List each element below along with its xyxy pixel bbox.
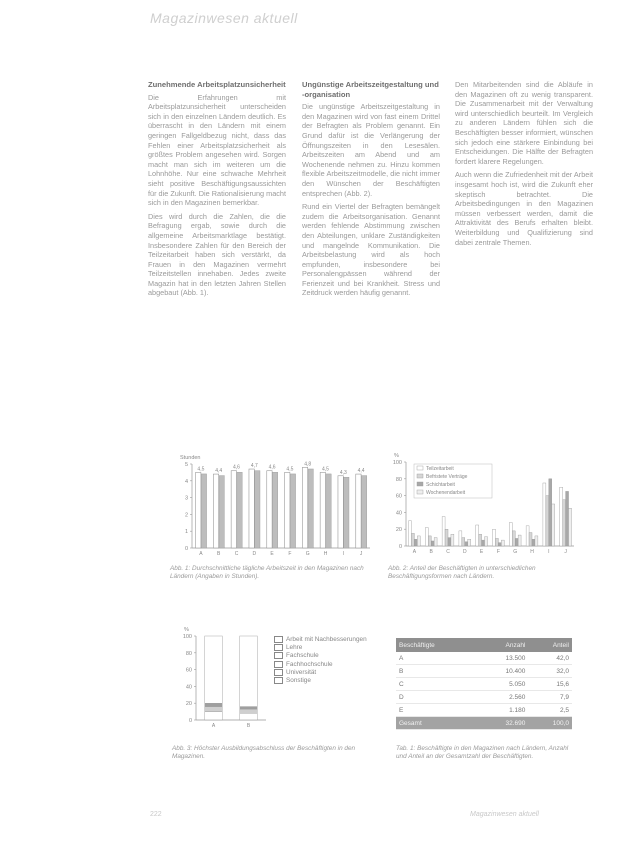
y-tick-label: 40: [395, 510, 402, 517]
paragraph: Auch wenn die Zufriedenheit mit der Arbeit insgesamt hoch ist, wird die Zukunft eher skeptisch betrachtet. Die Arbeitsbedingungen in den Magazinen müssen verbessert werden, damit die Attraktivität des Berufs erhalten bleibt. Weiterbildung und Qualifizierung sind dabei zentrale Themen.: [455, 170, 593, 247]
figure-2-chart: [384, 452, 579, 562]
x-tick-label: G: [513, 549, 518, 555]
bar: [512, 531, 515, 546]
bar: [451, 534, 454, 546]
bar: [356, 474, 361, 548]
paragraph: Den Mitarbeitenden sind die Abläufe in den Magazinen oft zu wenig transparent. Die Zusammenarbeit mit der Verwaltung wird unterschiedlich beurteilt. Im Vergleich zu anderen Ländern fühlen sich die Beschäftigten besser informiert, wünschen sich jedoch eine stärkere Einbindung bei Entscheidungen. Die Hälfte der Befragten fordert klarere Regelungen.: [455, 80, 593, 166]
legend-entry: [274, 669, 384, 677]
bar: [442, 517, 445, 546]
bar-shadow: [255, 471, 260, 548]
y-tick-label: 5: [184, 462, 188, 468]
x-tick-label: D: [462, 549, 467, 555]
bar: [462, 538, 465, 546]
x-tick-label: A: [412, 549, 417, 555]
bar: [535, 536, 538, 546]
data-label: 4,5: [286, 466, 294, 473]
table-cell: 42,0: [528, 652, 572, 665]
data-label: 4,8: [304, 461, 312, 468]
legend-entry: Wochenendarbeit: [426, 490, 466, 496]
figure-3-caption: Abb. 3: Höchster Ausbildungsabschluss der Beschäftigten in den Magazinen.: [172, 745, 356, 761]
data-label: 4,5: [197, 466, 205, 473]
bar: [468, 539, 471, 546]
bar: [285, 472, 290, 548]
y-tick-label: 0: [398, 544, 402, 550]
y-tick-label: 60: [395, 493, 402, 500]
y-tick-label: 40: [185, 684, 192, 691]
bar: [515, 538, 518, 546]
legend-entry: [274, 661, 384, 669]
x-tick-label: J: [359, 551, 363, 557]
legend-label: Fachschule: [286, 652, 319, 660]
legend-swatch: [417, 466, 423, 470]
x-tick-label: H: [323, 551, 328, 557]
table-cell: 32.690: [478, 717, 529, 730]
bar: [249, 469, 254, 548]
bar: [479, 534, 482, 546]
table-header-row: [396, 638, 572, 652]
bar-shadow: [201, 474, 206, 548]
legend-label: Universität: [286, 668, 317, 676]
table-header: Anzahl: [478, 638, 529, 652]
table-row: [396, 665, 572, 678]
bar: [338, 476, 343, 548]
table-cell: E: [396, 704, 478, 717]
bar-segment: [205, 703, 223, 706]
bar-segment: [205, 707, 223, 712]
bar: [529, 533, 532, 546]
data-label: 4,6: [233, 464, 240, 471]
bar-shadow: [237, 472, 242, 548]
paragraph: Die ungünstige Arbeitszeitgestaltung in den Magazinen wird von fast einem Drittel der Befragten als Problem genannt. Ein Grund dafür ist die Verlängerung der Öffnungszeiten in den Lesesälen. Arbeitszeiten am Abend und am Wochenende nehmen zu. Hinzu kommen flexible Arbeitszeitmodelle, die nicht immer den Wünschen der Beschäftigten entsprechen (Abb. 2).: [302, 102, 440, 198]
paragraph: Die Erfahrungen mit Arbeitsplatzunsicherheit unterscheiden sich in den einzelnen Ländern deutlich. Es überrascht in den Ländern mit einem geringen Fallgeldbezug nicht, dass das Fehlen einer Arbeitsplatzsicherheit als größtes Problem angesehen wird. Sorgen macht man sich im weiteren um die Lohnhöhe. Nur eine schwache Mehrheit sieht positive Beschäftigungsaussichten für die Zukunft. Die Rationalisierung macht sich in den Magazinen bemerkbar.: [148, 92, 286, 208]
table-caption: Tab. 1: Beschäftigte in den Magazinen nach Ländern, Anzahl und Anteil an der Gesamtzahl der Beschäftigten.: [396, 745, 569, 761]
y-tick-label: 80: [185, 650, 192, 657]
bar-shadow: [361, 476, 366, 548]
table-cell: 15,6: [528, 678, 572, 691]
bar-shadow: [219, 476, 224, 548]
bar: [409, 521, 412, 546]
bar: [414, 539, 417, 546]
table-cell: 32,0: [528, 665, 572, 678]
bar-chart-2: [384, 452, 579, 562]
data-label: 4,7: [250, 463, 258, 470]
table-cell: 10.400: [478, 665, 529, 678]
bar: [231, 471, 236, 548]
table-row: [396, 678, 572, 691]
bar: [459, 531, 462, 546]
bar: [425, 528, 428, 546]
x-tick-label: I: [342, 551, 344, 557]
x-tick-label: B: [217, 551, 221, 557]
legend-entry: [274, 652, 384, 660]
bar: [566, 491, 569, 546]
y-tick-label: 3: [184, 495, 188, 502]
bar: [518, 535, 521, 546]
table-cell: A: [396, 652, 478, 665]
y-axis-label: %: [184, 627, 189, 633]
figure-1-caption: Abb. 1: Durchschnittliche tägliche Arbeitszeit in den Magazinen nach Ländern (Angaben in Stunden).: [170, 565, 364, 581]
x-tick-label: F: [496, 549, 500, 555]
y-axis-label: Stunden: [180, 455, 201, 461]
bar: [267, 471, 272, 548]
data-label: 4,5: [322, 466, 329, 473]
bar: [431, 541, 434, 546]
paragraph: Rund ein Viertel der Befragten bemängelt zudem die Arbeitsorganisation. Genannt werden fehlende Abstimmung zwischen den Abteilungen, unklare Zuständigkeiten und mangelnde Kommunikation. Die Arbeitsbelastung wird als hoch empfunden, insbesondere bei Personalengpässen während der Ferienzeit und bei Krankheit. Stress und Zeitdruck werden häufig genannt.: [302, 202, 440, 298]
table-cell: D: [396, 691, 478, 704]
bar: [196, 472, 201, 548]
paragraph: Dies wird durch die Zahlen, die die Befragung ergab, sowie durch die allgemeine Arbeitsmarktlage bestätigt. Insbesondere Zahlen für den Bereich der Teilzeitarbeit haben sich verstärkt, da Frauen in den Magazinen vermehrt Teilzeitstellen innehaben. Jedes zweite Magazin hat in den letzten Jahren Stellen abgebaut (Abb. 1).: [148, 211, 286, 298]
data-label: 4,3: [339, 469, 347, 476]
bar: [213, 474, 218, 548]
bar: [485, 537, 488, 546]
legend-label: Lehre: [286, 644, 303, 652]
x-tick-label: H: [530, 549, 534, 555]
data-label: 4,4: [357, 468, 365, 475]
legend-swatch: [417, 482, 423, 486]
legend-entry: Befristete Verträge: [426, 474, 468, 480]
data-label: 4,6: [268, 464, 276, 471]
legend-entry: Schichtarbeit: [426, 482, 455, 488]
table-cell: 2,5: [528, 704, 572, 717]
x-tick-label: B: [429, 549, 433, 555]
legend-swatch: [274, 661, 283, 668]
x-tick-label: A: [199, 551, 203, 557]
bar: [501, 540, 504, 546]
bar: [546, 496, 549, 546]
y-tick-label: 20: [395, 527, 402, 534]
bar-segment: [205, 712, 223, 720]
bar: [495, 538, 498, 546]
table-cell: C: [396, 678, 478, 691]
legend-entry: [274, 636, 384, 644]
x-tick-label: A: [211, 723, 216, 729]
bar: [498, 543, 501, 546]
x-tick-label: C: [446, 549, 450, 555]
legend-entry: [274, 677, 384, 685]
x-tick-label: I: [548, 549, 550, 555]
employee-table: [396, 638, 572, 730]
y-tick-label: 100: [392, 460, 402, 466]
bar: [445, 529, 448, 546]
bar-segment: [240, 713, 258, 720]
legend-swatch: [274, 677, 283, 684]
bar-shadow: [272, 472, 277, 548]
table-row: [396, 691, 572, 704]
bar: [560, 487, 563, 546]
bar-shadow: [290, 474, 295, 548]
text-column-3: [455, 80, 593, 251]
figure-1-chart: [170, 452, 375, 562]
x-tick-label: D: [252, 551, 257, 557]
table-cell: 5.050: [478, 678, 529, 691]
section-heading: Ungünstige Arbeitszeitgestaltung und -organisation: [302, 80, 439, 99]
bar-shadow: [308, 469, 313, 548]
y-tick-label: 0: [184, 546, 188, 552]
x-tick-label: E: [270, 551, 274, 557]
data-label: 4,4: [215, 468, 223, 475]
table-cell: 2.560: [478, 691, 529, 704]
table-header: Beschäftigte: [396, 638, 478, 652]
y-tick-label: 0: [188, 718, 192, 724]
bar: [428, 536, 431, 546]
x-tick-label: F: [288, 551, 292, 557]
bar: [493, 529, 496, 546]
bar-segment: [240, 707, 258, 710]
x-tick-label: B: [246, 723, 251, 729]
bar-chart-1: [170, 452, 375, 562]
y-tick-label: 100: [182, 634, 192, 640]
legend-swatch: [274, 652, 283, 659]
y-tick-label: 60: [185, 667, 192, 674]
legend-swatch: [417, 490, 423, 494]
y-tick-label: 2: [184, 512, 188, 519]
bar: [320, 472, 325, 548]
footer-title: Magazinwesen aktuell: [470, 811, 539, 818]
bar: [465, 542, 468, 546]
bar: [476, 525, 479, 546]
running-head: Magazinwesen aktuell: [150, 10, 298, 26]
bar: [411, 533, 414, 546]
y-tick-label: 1: [184, 529, 188, 536]
table-row: [396, 704, 572, 717]
bar: [543, 483, 546, 546]
table-cell: 100,0: [528, 717, 572, 730]
table-row: [396, 652, 572, 665]
bar-shadow: [344, 477, 349, 548]
bar: [569, 508, 572, 546]
text-column-1: [148, 80, 286, 302]
section-heading: Zunehmende Arbeitsplatzunsicherheit: [148, 80, 286, 89]
legend-swatch: [274, 644, 283, 651]
legend-entry: [274, 644, 384, 652]
bar: [526, 526, 529, 546]
bar: [417, 536, 420, 546]
legend-label: Sonstige: [286, 677, 311, 685]
legend-label: Arbeit mit Nachbesserungen: [286, 636, 367, 644]
x-tick-label: G: [305, 551, 310, 557]
bar-segment: [240, 709, 258, 713]
table-header: Anteil: [528, 638, 572, 652]
legend-swatch: [417, 474, 423, 478]
table-cell: Gesamt: [396, 717, 478, 730]
text-column-2: [302, 80, 440, 302]
bar: [563, 500, 566, 546]
table-row: [396, 717, 572, 730]
bar: [448, 538, 451, 546]
figure-3-legend: [274, 636, 384, 685]
legend-swatch: [274, 669, 283, 676]
table-cell: B: [396, 665, 478, 678]
y-tick-label: 80: [395, 476, 402, 483]
y-tick-label: 4: [184, 478, 188, 485]
bar: [552, 504, 555, 546]
table-cell: 1.180: [478, 704, 529, 717]
legend-entry: Teilzeitarbeit: [426, 466, 454, 472]
x-tick-label: J: [564, 549, 567, 555]
bar-chart-3: [172, 624, 272, 734]
bar: [509, 522, 512, 546]
y-axis-label: %: [394, 453, 399, 459]
bar: [434, 538, 437, 546]
bar: [482, 540, 485, 546]
bar: [532, 539, 535, 546]
table-cell: 7,9: [528, 691, 572, 704]
x-tick-label: E: [479, 549, 484, 555]
x-tick-label: C: [234, 551, 239, 557]
figure-3-chart: [172, 624, 272, 734]
bar: [549, 479, 552, 546]
legend-swatch: [274, 636, 283, 643]
legend-label: Fachhochschule: [286, 660, 333, 668]
bar-shadow: [326, 474, 331, 548]
bar: [302, 467, 307, 548]
y-tick-label: 20: [185, 701, 192, 708]
figure-2-caption: Abb. 2: Anteil der Beschäftigten in unterschiedlichen Beschäftigungsformen nach Ländern.: [388, 565, 536, 581]
table-cell: 13.500: [478, 652, 529, 665]
page-number: 222: [150, 811, 162, 818]
